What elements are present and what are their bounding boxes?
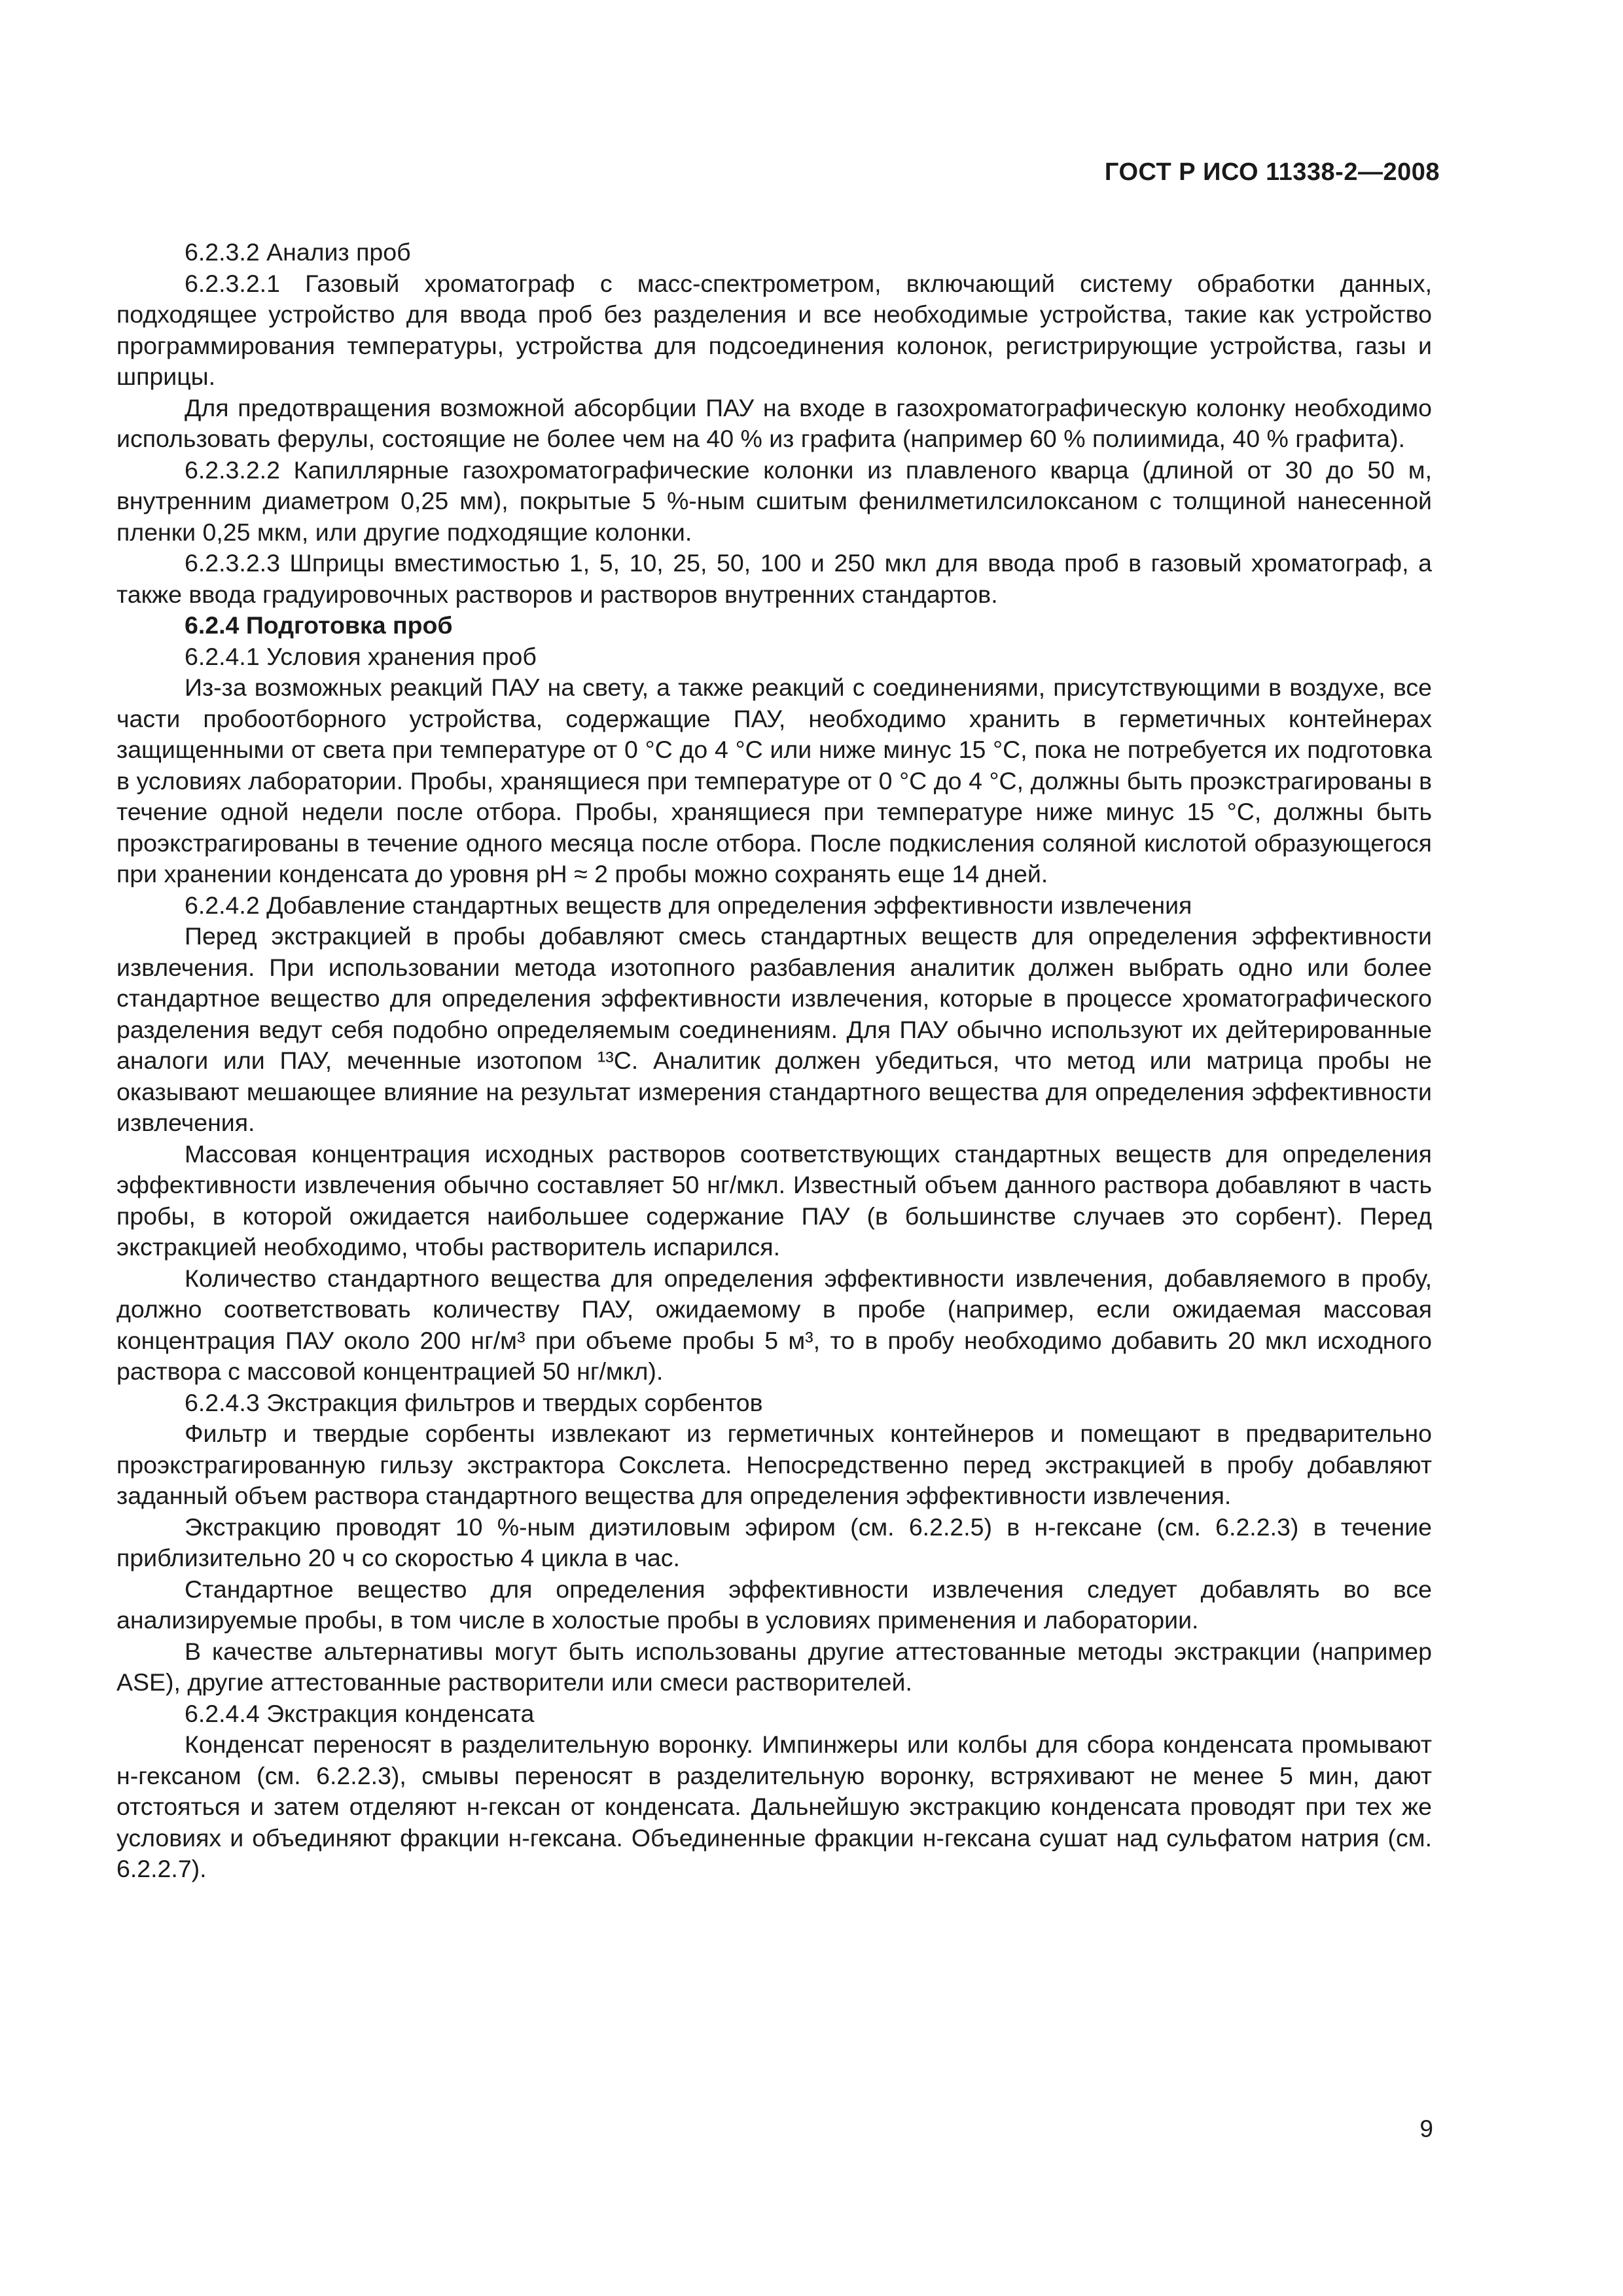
paragraph: Экстракцию проводят 10 %-ным диэтиловым эфиром (см. 6.2.2.5) в н-гексане (см. 6.2.2.3) в течение приблизительно 20 ч со скоростью 4 цикла в час.	[116, 1513, 1432, 1571]
page-number: 9	[1419, 2115, 1433, 2142]
paragraph: В качестве альтернативы могут быть использованы другие аттестованные методы экстракции (например ASE), другие аттестованные растворители или смеси растворителей.	[116, 1637, 1432, 1696]
paragraph: Массовая концентрация исходных растворов соответствующих стандартных веществ для определения эффективности извлечения обычно составляет 50 нг/мкл. Известный объем данного раствора добавляют в часть пробы, в которой ожидается наибольшее содержание ПАУ (в большинстве случаев это сорбент). Перед экстракцией необходимо, чтобы растворитель испарился.	[116, 1139, 1432, 1261]
paragraph: 6.2.3.2 Анализ проб	[185, 238, 411, 266]
document-code: ГОСТ Р ИСО 11338-2—2008	[1104, 158, 1440, 186]
paragraph: Из-за возможных реакций ПАУ на свету, а также реакций с соединениями, присутствующими в воздухе, все части пробоотборного устройства, содержащие ПАУ, необходимо хранить в герметичных контейнерах защищенными от света при температуре от 0 °С до 4 °С или ниже минус 15 °С, пока не потребуется их подготовка в условиях лаборатории. Пробы, хранящиеся при температуре от 0 °С до 4 °С, должны быть проэкстрагированы в течение одной недели после отбора. Пробы, хранящиеся при температуре ниже минус 15 °С, должны быть проэкстрагированы в течение одного месяца после отбора. После подкисления соляной кислотой образующегося при хранении конденсата до уровня рН ≈ 2 пробы можно сохранять еще 14 дней.	[116, 673, 1432, 888]
document-body	[116, 237, 1432, 1885]
paragraph: Фильтр и твердые сорбенты извлекают из герметичных контейнеров и помещают в предварительно проэкстрагированную гильзу экстрактора Сокслета. Непосредственно перед экстракцией в пробу добавляют заданный объем раствора стандартного вещества для определения эффективности извлечения.	[116, 1420, 1432, 1509]
paragraph: 6.2.3.2.3 Шприцы вместимостью 1, 5, 10, 25, 50, 100 и 250 мкл для ввода проб в газовый хроматограф, а также ввода градуировочных растворов и растворов внутренних стандартов.	[116, 549, 1432, 608]
paragraph: Стандартное вещество для определения эффективности извлечения следует добавлять во все анализируемые пробы, в том числе в холостые пробы в условиях применения и лаборатории.	[116, 1575, 1432, 1634]
paragraph: Количество стандартного вещества для определения эффективности извлечения, добавляемого в пробу, должно соответствовать количеству ПАУ, ожидаемому в пробе (например, если ожидаемая массовая концентрация ПАУ около 200 нг/м³ при объеме пробы 5 м³, то в пробу необходимо добавить 20 мкл исходного раствора с массовой концентрацией 50 нг/мкл).	[116, 1264, 1432, 1385]
paragraph: 6.2.4.1 Условия хранения проб	[185, 642, 537, 670]
paragraph: 6.2.4.4 Экстракция конденсата	[185, 1699, 535, 1727]
paragraph: Для предотвращения возможной абсорбции ПАУ на входе в газохроматографическую колонку необходимо использовать ферулы, состоящие не более чем на 40 % из графита (например 60 % полиимида, 40 % графита).	[116, 393, 1432, 452]
paragraph: 6.2.3.2.2 Капиллярные газохроматографические колонки из плавленого кварца (длиной от 30 до 50 м, внутренним диаметром 0,25 мм), покрытые 5 %-ным сшитым фенилметилсилоксаном с толщиной нанесенной пленки 0,25 мкм, или другие подходящие колонки.	[116, 456, 1432, 546]
section-heading: 6.2.4 Подготовка проб	[185, 611, 453, 639]
paragraph: 6.2.4.2 Добавление стандартных веществ для определения эффективности извлечения	[185, 891, 1192, 919]
paragraph: Перед экстракцией в пробы добавляют смесь стандартных веществ для определения эффективности извлечения. При использовании метода изотопного разбавления аналитик должен выбрать одно или более стандартное вещество для определения эффективности извлечения, которые в процессе хроматографического разделения ведут себя подобно определяемым соединениям. Для ПАУ обычно используют их дейтерированные аналоги или ПАУ, меченные изотопом ¹³С. Аналитик должен убедиться, что метод или матрица пробы не оказывают мешающее влияние на результат измерения стандартного вещества для определения эффективности извлечения.	[116, 922, 1432, 1136]
paragraph: Конденсат переносят в разделительную воронку. Импинжеры или колбы для сбора конденсата промывают н-гексаном (см. 6.2.2.3), смывы переносят в разделительную воронку, встряхивают не менее 5 мин, дают отстояться и затем отделяют н-гексан от конденсата. Дальнейшую экстракцию конденсата проводят при тех же условиях и объединяют фракции н-гексана. Объединенные фракции н-гексана сушат над сульфатом натрия (см. 6.2.2.7).	[116, 1731, 1432, 1882]
paragraph: 6.2.3.2.1 Газовый хроматограф с масс-спектрометром, включающий систему обработки данных, подходящее устройство для ввода проб без разделения и все необходимые устройства, такие как устройство программирования температуры, устройства для подсоединения колонок, регистрирующие устройства, газы и шприцы.	[116, 269, 1432, 390]
paragraph: 6.2.4.3 Экстракция фильтров и твердых сорбентов	[185, 1388, 763, 1416]
